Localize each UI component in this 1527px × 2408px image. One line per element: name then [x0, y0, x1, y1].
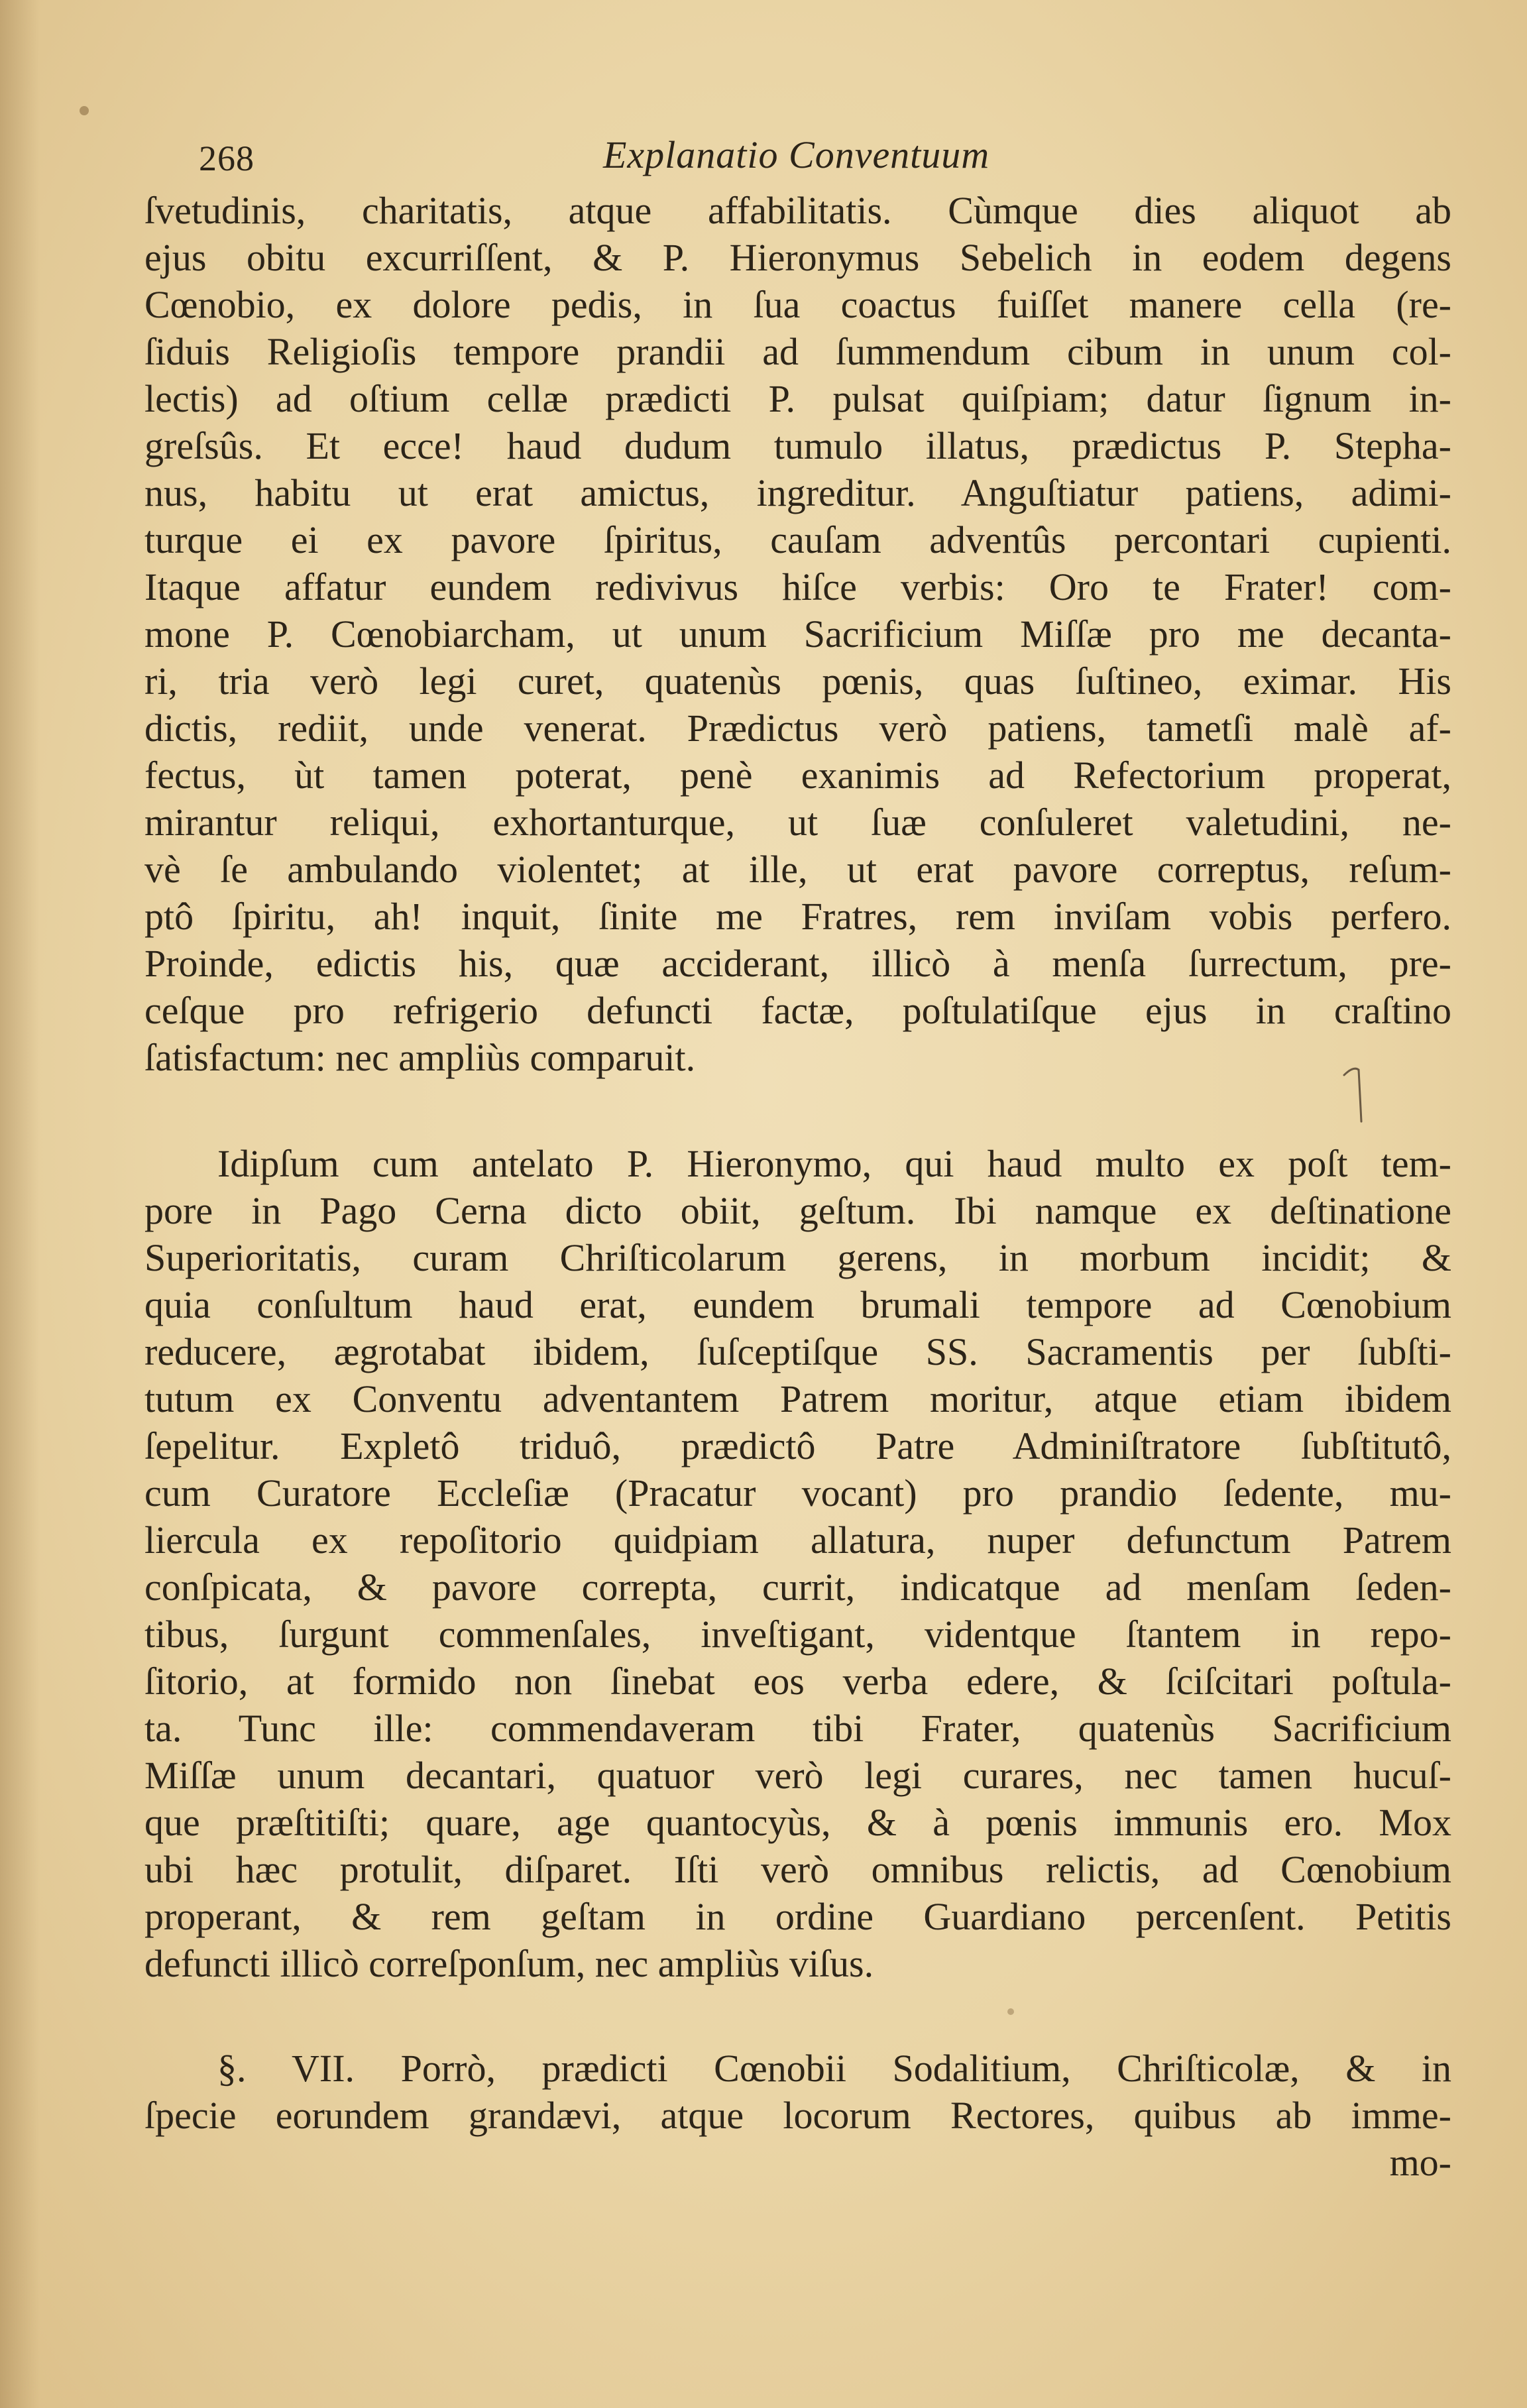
text-line: fectus, ùt tamen poterat, penè exanimis ad Refectorium properat,: [144, 754, 1451, 797]
text-line: liercula ex repoſitorio quidpiam allatura, nuper defunctum Patrem: [144, 1519, 1451, 1562]
text-line: ptô ſpiritu, ah! inquit, ſinite me Fratres, rem inviſam vobis perfero.: [144, 895, 1451, 938]
page-number: 268: [199, 139, 254, 178]
running-title: Explanatio Conventuum: [603, 133, 990, 176]
text-line: turque ei ex pavore ſpiritus, cauſam adventûs percontari cupienti.: [144, 518, 1451, 561]
text-line: ſatisfactum: nec ampliùs comparuit.: [144, 1036, 696, 1079]
text-line: greſsûs. Et ecce! haud dudum tumulo illatus, prædictus P. Stepha-: [144, 424, 1451, 467]
text-line: conſpicata, & pavore correpta, currit, indicatque ad menſam ſeden-: [144, 1566, 1451, 1609]
text-line: ri, tria verò legi curet, quatenùs pœnis, quas ſuſtineo, eximar. His: [144, 659, 1451, 703]
text-line: reducere, ægrotabat ibidem, ſuſceptiſque SS. Sacramentis per ſubſti-: [144, 1330, 1451, 1373]
text-line: cum Curatore Eccleſiæ (Pracatur vocant) pro prandio ſedente, mu-: [144, 1471, 1451, 1515]
text-line: tibus, ſurgunt commenſales, inveſtigant, videntque ſtantem in repo-: [144, 1613, 1451, 1656]
text-line: ſvetudinis, charitatis, atque affabilitatis. Cùmque dies aliquot ab: [144, 189, 1451, 232]
text-line: Miſſæ unum decantari, quatuor verò legi curares, nec tamen hucuſ-: [144, 1754, 1451, 1797]
paragraph-2: [144, 1140, 1451, 1987]
text-line: nus, habitu ut erat amictus, ingreditur. Anguſtiatur patiens, adimi-: [144, 471, 1451, 514]
text-line: ſepelitur. Expletô triduô, prædictô Patre Adminiſtratore ſubſtitutô,: [144, 1424, 1451, 1467]
paper-stain: [1007, 2008, 1014, 2015]
text-line: Itaque affatur eundem redivivus hiſce verbis: Oro te Frater! com-: [144, 565, 1451, 608]
text-line: pore in Pago Cerna dicto obiit, geſtum. Ibi namque ex deſtinatione: [144, 1189, 1451, 1232]
text-line: quia conſultum haud erat, eundem brumali tempore ad Cœnobium: [144, 1283, 1451, 1326]
text-line: mone P. Cœnobiarcham, ut unum Sacrificium Miſſæ pro me decanta-: [144, 612, 1451, 656]
text-line: ubi hæc protulit, diſparet. Iſti verò omnibus relictis, ad Cœnobium: [144, 1848, 1451, 1891]
text-line: ſpecie eorundem grandævi, atque locorum Rectores, quibus ab imme-: [144, 2094, 1451, 2137]
text-line: mirantur reliqui, exhortanturque, ut ſuæ conſuleret valetudini, ne-: [144, 801, 1451, 844]
text-line: Proinde, edictis his, quæ acciderant, illicò à menſa ſurrectum, pre-: [144, 942, 1451, 985]
page-header: [179, 133, 1438, 192]
text-line: properant, & rem geſtam in ordine Guardiano percenſent. Petitis: [144, 1895, 1451, 1938]
text-line: ta. Tunc ille: commendaveram tibi Frater, quatenùs Sacrificium: [144, 1707, 1451, 1750]
text-line: Superioritatis, curam Chriſticolarum gerens, in morbum incidit; &: [144, 1236, 1451, 1279]
text-line: Idipſum cum antelato P. Hieronymo, qui haud multo ex poſt tem-: [217, 1142, 1451, 1185]
text-line: lectis) ad oſtium cellæ prædicti P. pulsat quiſpiam; datur ſignum in-: [144, 377, 1451, 420]
paper-stain: [80, 106, 89, 115]
text-line: ſiduis Religioſis tempore prandii ad ſummendum cibum in unum col-: [144, 330, 1451, 373]
text-line: que præſtitiſti; quare, age quantocyùs, & à pœnis immunis ero. Mox: [144, 1801, 1451, 1844]
text-line: defuncti illicò correſponſum, nec ampliùs viſus.: [144, 1942, 874, 1985]
text-line: ejus obitu excurriſſent, & P. Hieronymus Sebelich in eodem degens: [144, 236, 1451, 279]
text-line: Cœnobio, ex dolore pedis, in ſua coactus fuiſſet manere cella (re-: [144, 283, 1451, 326]
text-line: ſitorio, at formido non ſinebat eos verba edere, & ſciſcitari poſtula-: [144, 1660, 1451, 1703]
binding-shadow: [0, 0, 40, 2408]
text-line: tutum ex Conventu adventantem Patrem moritur, atque etiam ibidem: [144, 1377, 1451, 1420]
text-line: §. VII. Porrò, prædicti Cœnobii Sodalitium, Chriſticolæ, & in: [217, 2047, 1451, 2090]
text-line: dictis, rediit, unde venerat. Prædictus verò patiens, tametſi malè af-: [144, 707, 1451, 750]
catchword: mo-: [1389, 2141, 1451, 2184]
paragraph-1: [144, 187, 1451, 1081]
text-line: vè ſe ambulando violentet; at ille, ut erat pavore correptus, reſum-: [144, 848, 1451, 891]
paragraph-3: [144, 2045, 1451, 2186]
text-line: ceſque pro refrigerio defuncti factæ, poſtulatiſque ejus in craſtino: [144, 989, 1451, 1032]
